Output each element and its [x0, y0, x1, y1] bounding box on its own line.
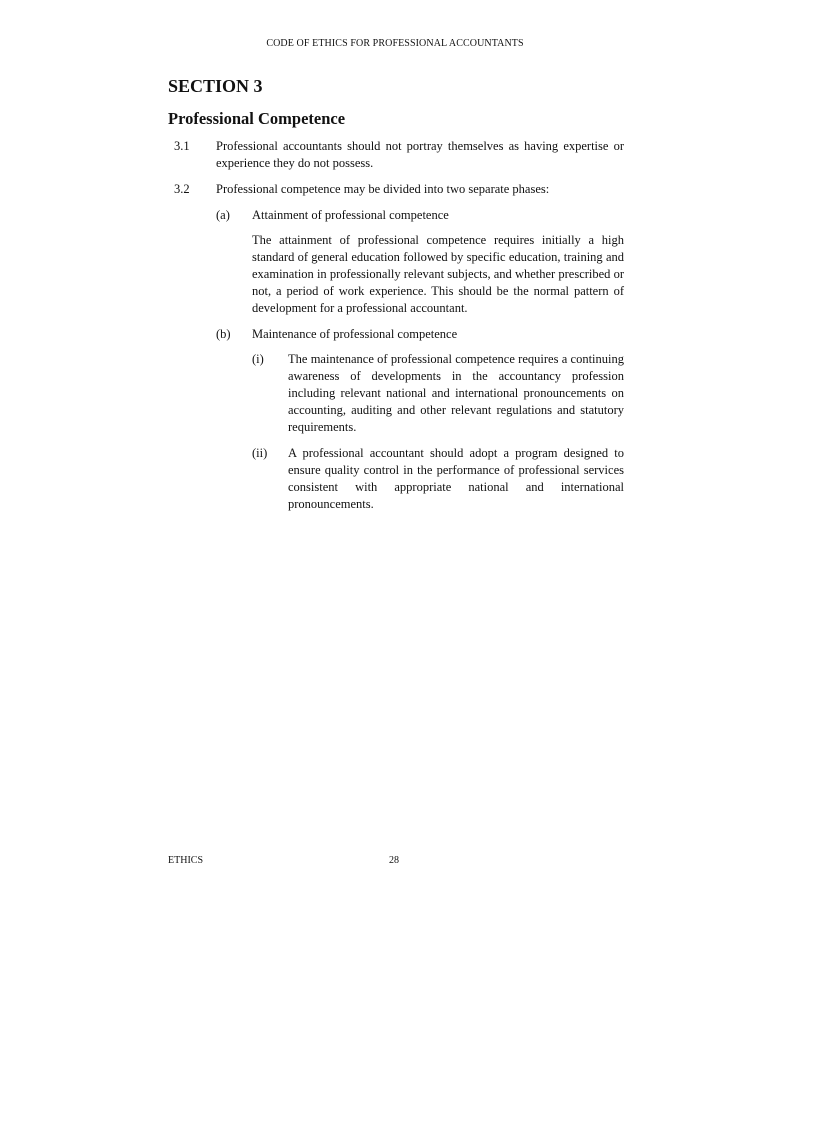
sub-item-ii-text: A professional accountant should adopt a program designed to ensure quality control in the performance of professional services consistent with appropriate national and international pronouncements.: [288, 446, 624, 511]
sub-item-ii-label: (ii): [252, 446, 268, 460]
item-a-body: The attainment of professional competence requires initially a high standard of general education followed by specific education, training and examination in professionally relevant subjects, and whether prescribed or not, a period of work experience. This should be the normal pattern of development for a professional accountant.: [252, 233, 624, 315]
paragraph-3-1-text: Professional accountants should not portray themselves as having expertise or experience they do not possess.: [216, 139, 624, 170]
item-b-label: (b): [216, 327, 231, 341]
subsection-title: Professional Competence: [168, 109, 346, 128]
paragraph-3-2-text: Professional competence may be divided into two separate phases:: [216, 182, 550, 196]
sub-item-i-text: The maintenance of professional competence requires a continuing awareness of developments in the accountancy profession including relevant national and international pronouncements on accounting, auditing and other relevant regulations and statutory requirements.: [288, 352, 624, 434]
page-number: 28: [389, 855, 399, 866]
paragraph-number-3-1: 3.1: [174, 139, 190, 153]
sub-item-i-label: (i): [252, 352, 264, 366]
item-b-title: Maintenance of professional competence: [252, 327, 458, 341]
item-a-title: Attainment of professional competence: [252, 208, 449, 222]
item-a-label: (a): [216, 208, 230, 222]
running-header: CODE OF ETHICS FOR PROFESSIONAL ACCOUNTANTS: [266, 38, 524, 49]
section-title: SECTION 3: [168, 76, 263, 96]
paragraph-number-3-2: 3.2: [174, 182, 190, 196]
footer-label: ETHICS: [168, 855, 203, 866]
